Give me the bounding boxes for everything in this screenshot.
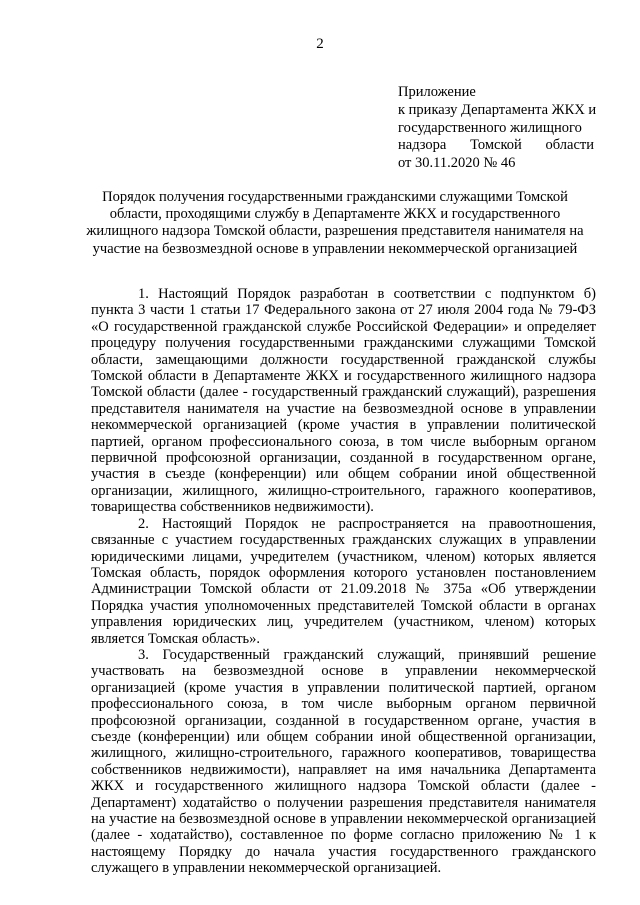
title-line-1: Порядок получения государственными гражданскими служащими Томской bbox=[102, 189, 568, 205]
title-line-3: жилищного надзора Томской области, разрешения представителя нанимателя на bbox=[86, 223, 584, 240]
title-line-4: участие на безвозмездной основе в управлении некоммерческой организацией bbox=[92, 240, 578, 257]
appendix-order-date-number: от 30.11.2020 № 46 bbox=[398, 155, 516, 172]
appendix-order-reference: к приказу Департамента ЖКХ и bbox=[398, 101, 597, 118]
page-number: 2 bbox=[316, 36, 324, 52]
appendix-supervision-line bbox=[398, 137, 594, 155]
paragraph-1: 1. Настоящий Порядок разработан в соответствии с подпунктом б) пункта 3 части 1 статьи 17 Федерального закона от 27 июля 2004 года № 79-ФЗ «О государственной гражданской службе Российской Федерации» и определяет процедуру получения государственными гражданскими служащими Томской области, замещающими должности государственной гражданской службы Томской области в Департаменте ЖКХ и государственного жилищного надзора Томской области (далее - государственный гражданский служащий), разрешения представителя нанимателя на участие на безвозмездной основе в управлении некоммерческой организацией (кроме участия в управлении политической партией, органом профессионального союза, в том числе выборным органом первичной профсоюзной организации, созданной в государственном органе, участия в съезде (конференции) или общем собрании иной общественной организации, жилищного, жилищно-строительного, гаражного кооперативов, товарищества собственников недвижимости). bbox=[91, 286, 596, 516]
appendix-word-oblasti: области bbox=[545, 137, 594, 154]
document-body bbox=[91, 286, 596, 877]
document-title bbox=[70, 189, 600, 258]
appendix-word-tomskoy: Томской bbox=[470, 137, 522, 154]
appendix-block bbox=[398, 84, 597, 173]
paragraph-3: 3. Государственный гражданский служащий, принявший решение участвовать на безвозмездной основе в управлении некоммерческой организацией (кроме участия в управлении политической партией, органом профессионального союза, в том числе выборным органом первичной профсоюзной организации, созданной в государственном органе, участия в съезде (конференции) или общем собрании иной общественной организации, жилищного, жилищно-строительного, гаражного кооперативов, товарищества собственников недвижимости), направляет на имя начальника Департамента ЖКХ и государственного жилищного надзора Томской области (далее - Департамент) ходатайство о получении разрешения представителя нанимателя на участие на безвозмездной основе в управлении некоммерческой организацией (далее - ходатайство), составленное по форме согласно приложению № 1 к настоящему Порядку до начала участия государственного гражданского служащего в управлении некоммерческой организацией. bbox=[91, 646, 596, 877]
title-line-2: области, проходящими службу в Департаменте ЖКХ и государственного bbox=[109, 206, 561, 223]
appendix-department-line: государственного жилищного bbox=[398, 119, 582, 136]
paragraph-2: 2. Настоящий Порядок не распространяется на правоотношения, связанные с участием государственных гражданских служащих в управлении юридическими лицами, учредителем (участником, членом) которых является Томская область, порядок оформления которого установлен постановлением Администрации Томской области от 21.09.2018 № 375а «Об утверждении Порядка участия уполномоченных представителей Томской области в органах управления юридических лиц, учредителем (участником, членом) которых является Томская область». bbox=[91, 515, 596, 647]
appendix-heading: Приложение bbox=[398, 84, 476, 100]
appendix-word-nadzora: надзора bbox=[398, 137, 447, 154]
